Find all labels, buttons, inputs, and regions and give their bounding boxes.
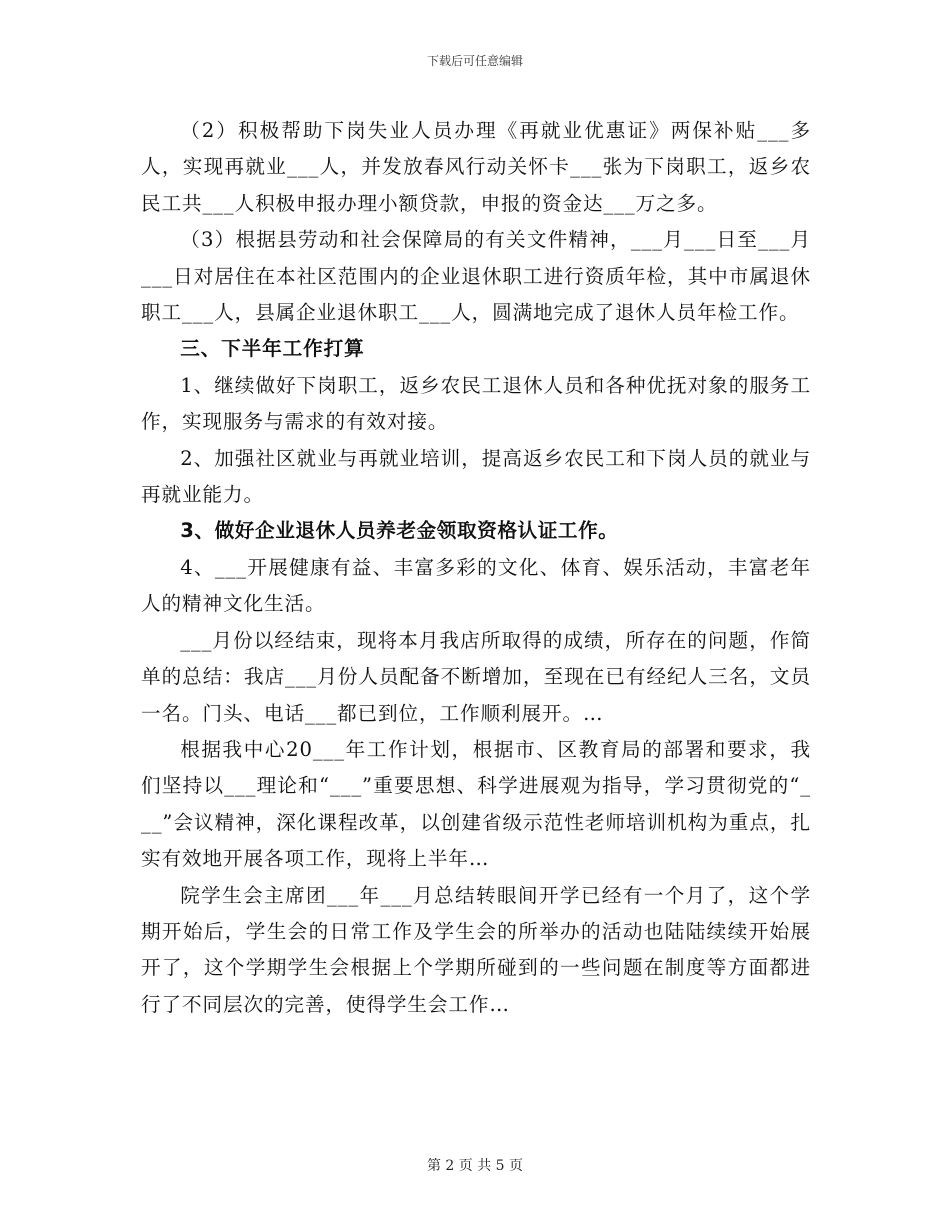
page-number-footer: 第 2 页 共 5 页 — [426, 1158, 524, 1174]
paragraph-retiree-inspection: （3）根据县劳动和社会保障局的有关文件精神，___月___日至___月___日对居住在本社区范围内的企业退休职工进行资质年检，其中市属退休职工___人，县属企业退休职工___人，圆满地完成了退休人员年检工作。 — [141, 228, 811, 325]
plan-item-1: 1、继续做好下岗职工，返乡农民工退休人员和各种优抚对象的服务工作，实现服务与需求的有效对接。 — [141, 373, 811, 434]
paragraph-center-work-plan: 根据我中心20___年工作计划，根据市、区教育局的部署和要求，我们坚持以___理论和“___”重要思想、科学进展观为指导，学习贯彻党的“___”会议精神，深化课程改革，以创建省级示范性老师培训机构为重点，扎实有效地开展各项工作，现将上半年… — [141, 737, 811, 871]
page-header: 下载后可任意编辑 — [426, 54, 523, 68]
plan-item-2: 2、加强社区就业与再就业培训，提高返乡农民工和下岗人员的就业与再就业能力。 — [141, 446, 811, 507]
document-body — [141, 113, 811, 1023]
section-heading-second-half-plan: 三、下半年工作打算 — [180, 337, 365, 361]
paragraph-student-union-summary: 院学生会主席团___年___月总结转眼间开学已经有一个月了，这个学期开始后，学生会的日常工作及学生会的所举办的活动也陆陆续续开始展开了，这个学期学生会根据上个学期所碰到的一些问题在制度等方面都进行了不同层次的完善，使得学生会工作… — [141, 883, 811, 1016]
plan-item-4: 4、___开展健康有益、丰富多彩的文化、体育、娱乐活动，丰富老年人的精神文化生活。 — [141, 555, 811, 616]
plan-item-3: 3、做好企业退休人员养老金领取资格认证工作。 — [180, 519, 619, 543]
paragraph-employment-assistance: （2）积极帮助下岗失业人员办理《再就业优惠证》两保补贴___多人，实现再就业___人，并发放春风行动关怀卡___张为下岗职工，返乡农民工共___人积极申报办理小额贷款，申报的资金达___万之多。 — [141, 119, 811, 215]
paragraph-store-summary: ___月份以经结束，现将本月我店所取得的成绩，所存在的问题，作简单的总结：我店___月份人员配备不断增加，至现在已有经纪人三名，文员一名。门头、电话___都已到位，工作顺利展开。… — [141, 628, 811, 725]
